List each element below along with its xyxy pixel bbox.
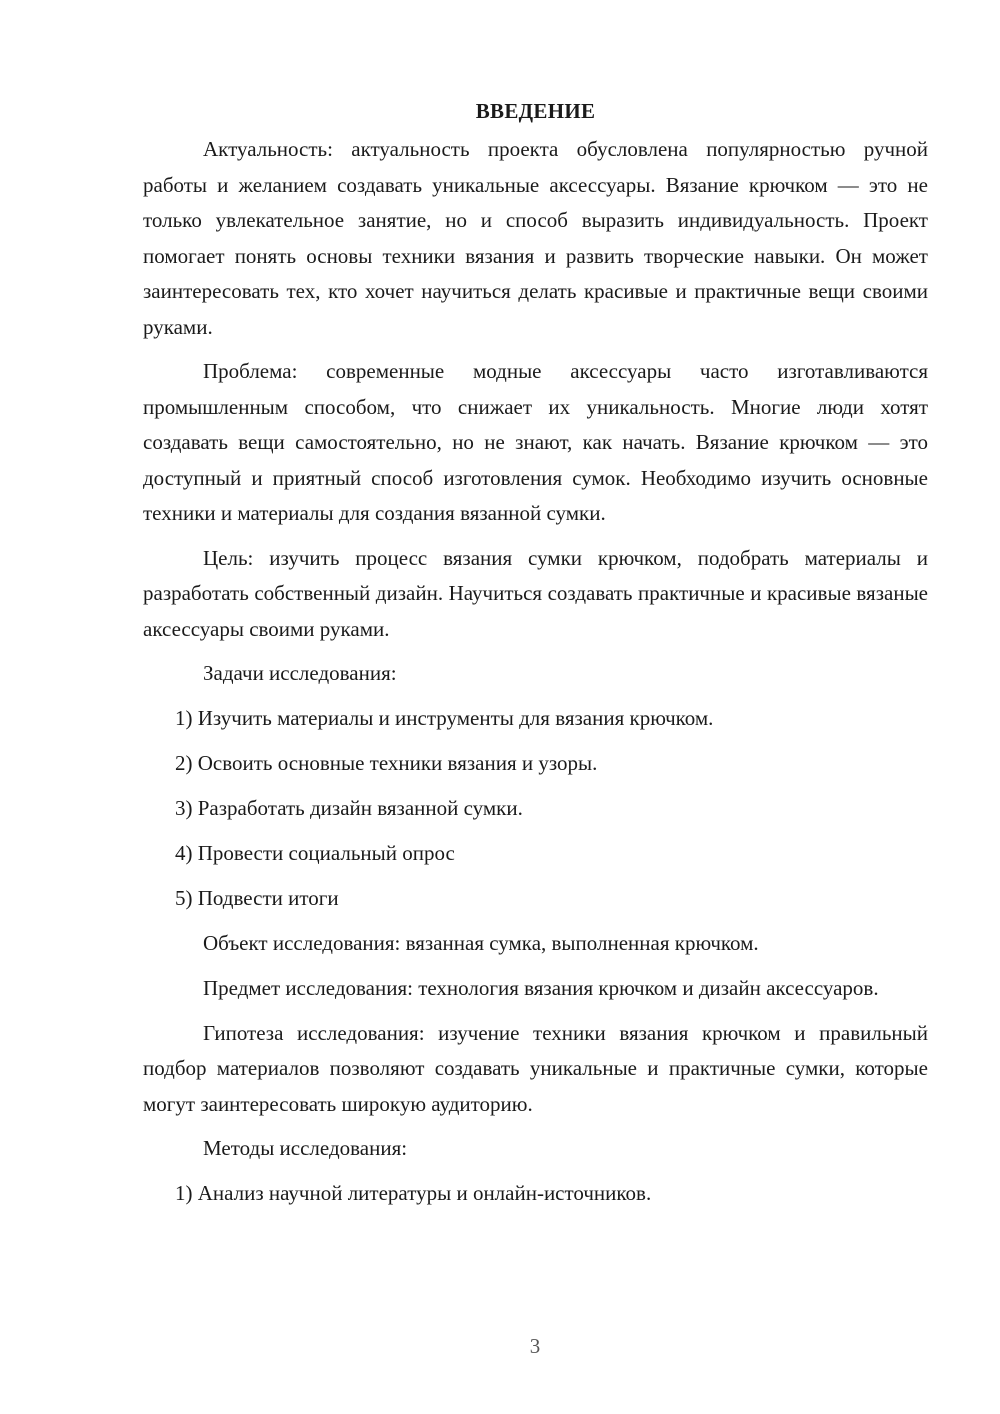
list-item: 3) Разработать дизайн вязанной сумки.	[175, 796, 523, 820]
methods-heading: Методы исследования:	[203, 1136, 408, 1160]
subject-paragraph: Предмет исследования: технология вязания крючком и дизайн аксессуаров.	[203, 976, 879, 1000]
list-item: 2) Освоить основные техники вязания и узоры.	[175, 751, 598, 775]
list-item: 5) Подвести итоги	[175, 886, 339, 910]
tasks-list	[143, 701, 928, 917]
list-item: 1) Изучить материалы и инструменты для вязания крючком.	[175, 706, 714, 730]
object-paragraph: Объект исследования: вязанная сумка, выполненная крючком.	[203, 931, 759, 955]
goal-paragraph: Цель: изучить процесс вязания сумки крючком, подобрать материалы и разработать собственный дизайн. Научиться создавать практичные и красивые вязаные аксессуары своими руками.	[143, 545, 928, 641]
page-number: 3	[529, 1334, 541, 1358]
hypothesis-paragraph: Гипотеза исследования: изучение техники вязания крючком и правильный подбор материалов позволяют создавать уникальные и практичные сумки, которые могут заинтересовать широкую аудиторию.	[143, 1020, 928, 1116]
page-title: ВВЕДЕНИЕ	[475, 99, 596, 123]
methods-list	[143, 1176, 928, 1212]
list-item: 1) Анализ научной литературы и онлайн-источников.	[175, 1181, 652, 1205]
problem-paragraph: Проблема: современные модные аксессуары часто изготавливаются промышленным способом, что снижает их уникальность. Многие люди хотят создавать вещи самостоятельно, но не знают, как начать. Вязание крючком — это доступный и приятный способ изготовления сумок. Необходимо изучить основные техники и материалы для создания вязанной сумки.	[143, 359, 928, 525]
page-content	[143, 96, 928, 1221]
relevance-paragraph: Актуальность: актуальность проекта обусловлена популярностью ручной работы и желанием создавать уникальные аксессуары. Вязание крючком — это не только увлекательное занятие, но и способ выразить индивидуальность. Проект помогает понять основы техники вязания и развить творческие навыки. Он может заинтересовать тех, кто хочет научиться делать красивые и практичные вещи своими руками.	[143, 137, 928, 339]
list-item: 4) Провести социальный опрос	[175, 841, 455, 865]
tasks-heading: Задачи исследования:	[203, 661, 397, 685]
